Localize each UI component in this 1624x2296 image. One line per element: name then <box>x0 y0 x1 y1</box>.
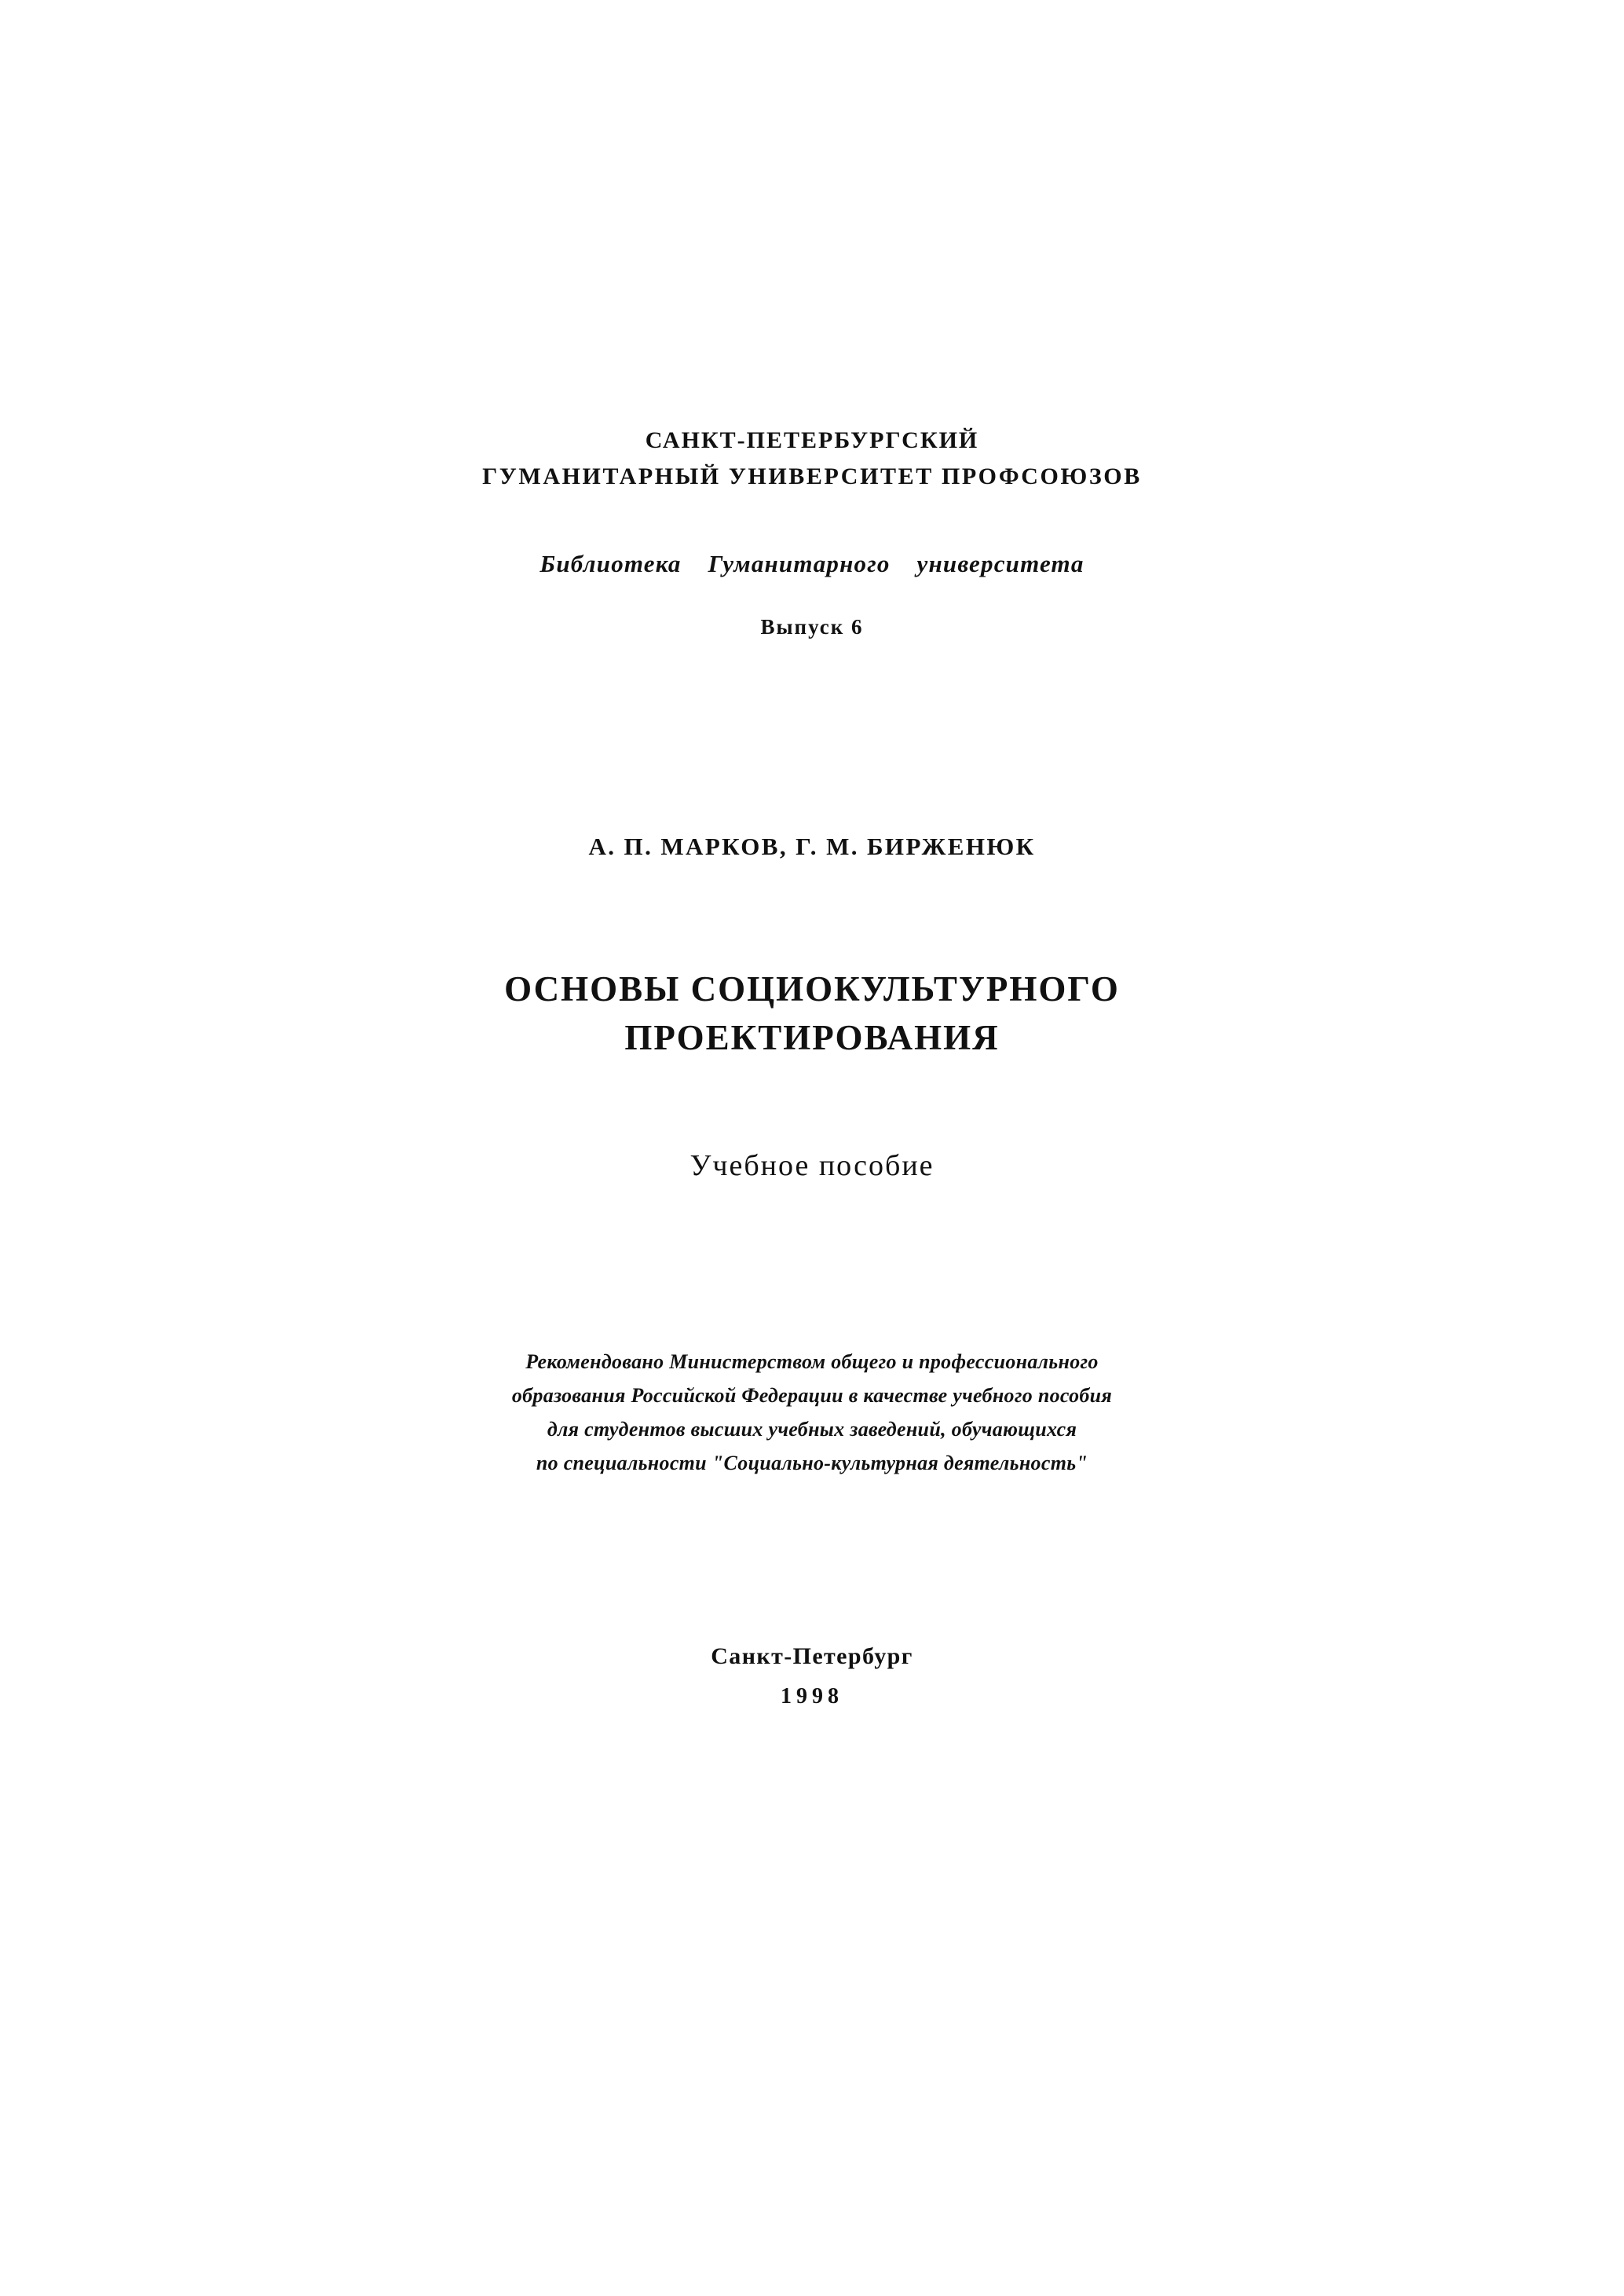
publisher-line-1: САНКТ-ПЕТЕРБУРГСКИЙ <box>645 427 979 453</box>
title-line-2: ПРОЕКТИРОВАНИЯ <box>624 1018 1000 1057</box>
series-word-3: университета <box>916 550 1084 577</box>
imprint-block <box>0 1643 1624 1709</box>
publisher-block <box>0 423 1624 495</box>
imprint-city: Санкт-Петербург <box>711 1643 913 1669</box>
approval-line-1: Рекомендовано Министерством общего и профессионального <box>525 1350 1099 1373</box>
title-block <box>0 965 1624 1062</box>
authors-block <box>0 833 1624 861</box>
issue-block <box>0 615 1624 639</box>
title-line-1: ОСНОВЫ СОЦИОКУЛЬТУРНОГО <box>504 969 1120 1009</box>
imprint-year: 1998 <box>781 1684 843 1708</box>
approval-text <box>0 1345 1624 1480</box>
series-word-2: Гуманитарного <box>708 550 891 577</box>
authors-line: А. П. МАРКОВ, Г. М. БИРЖЕНЮК <box>588 833 1036 860</box>
approval-line-3: для студентов высших учебных заведений, обучающихся <box>547 1418 1077 1441</box>
subtitle-line: Учебное пособие <box>689 1149 935 1182</box>
issue-number: Выпуск 6 <box>760 615 864 639</box>
approval-block <box>0 1345 1624 1480</box>
series-block <box>0 550 1624 578</box>
series-word-1: Библиотека <box>540 550 682 577</box>
publisher-line-2: ГУМАНИТАРНЫЙ УНИВЕРСИТЕТ ПРОФСОЮЗОВ <box>482 463 1142 489</box>
approval-line-4: по специальности "Социально-культурная деятельность" <box>536 1452 1088 1474</box>
series-line <box>0 550 1624 578</box>
subtitle-block <box>0 1148 1624 1183</box>
approval-line-2: образования Российской Федерации в качестве учебного пособия <box>511 1384 1113 1407</box>
